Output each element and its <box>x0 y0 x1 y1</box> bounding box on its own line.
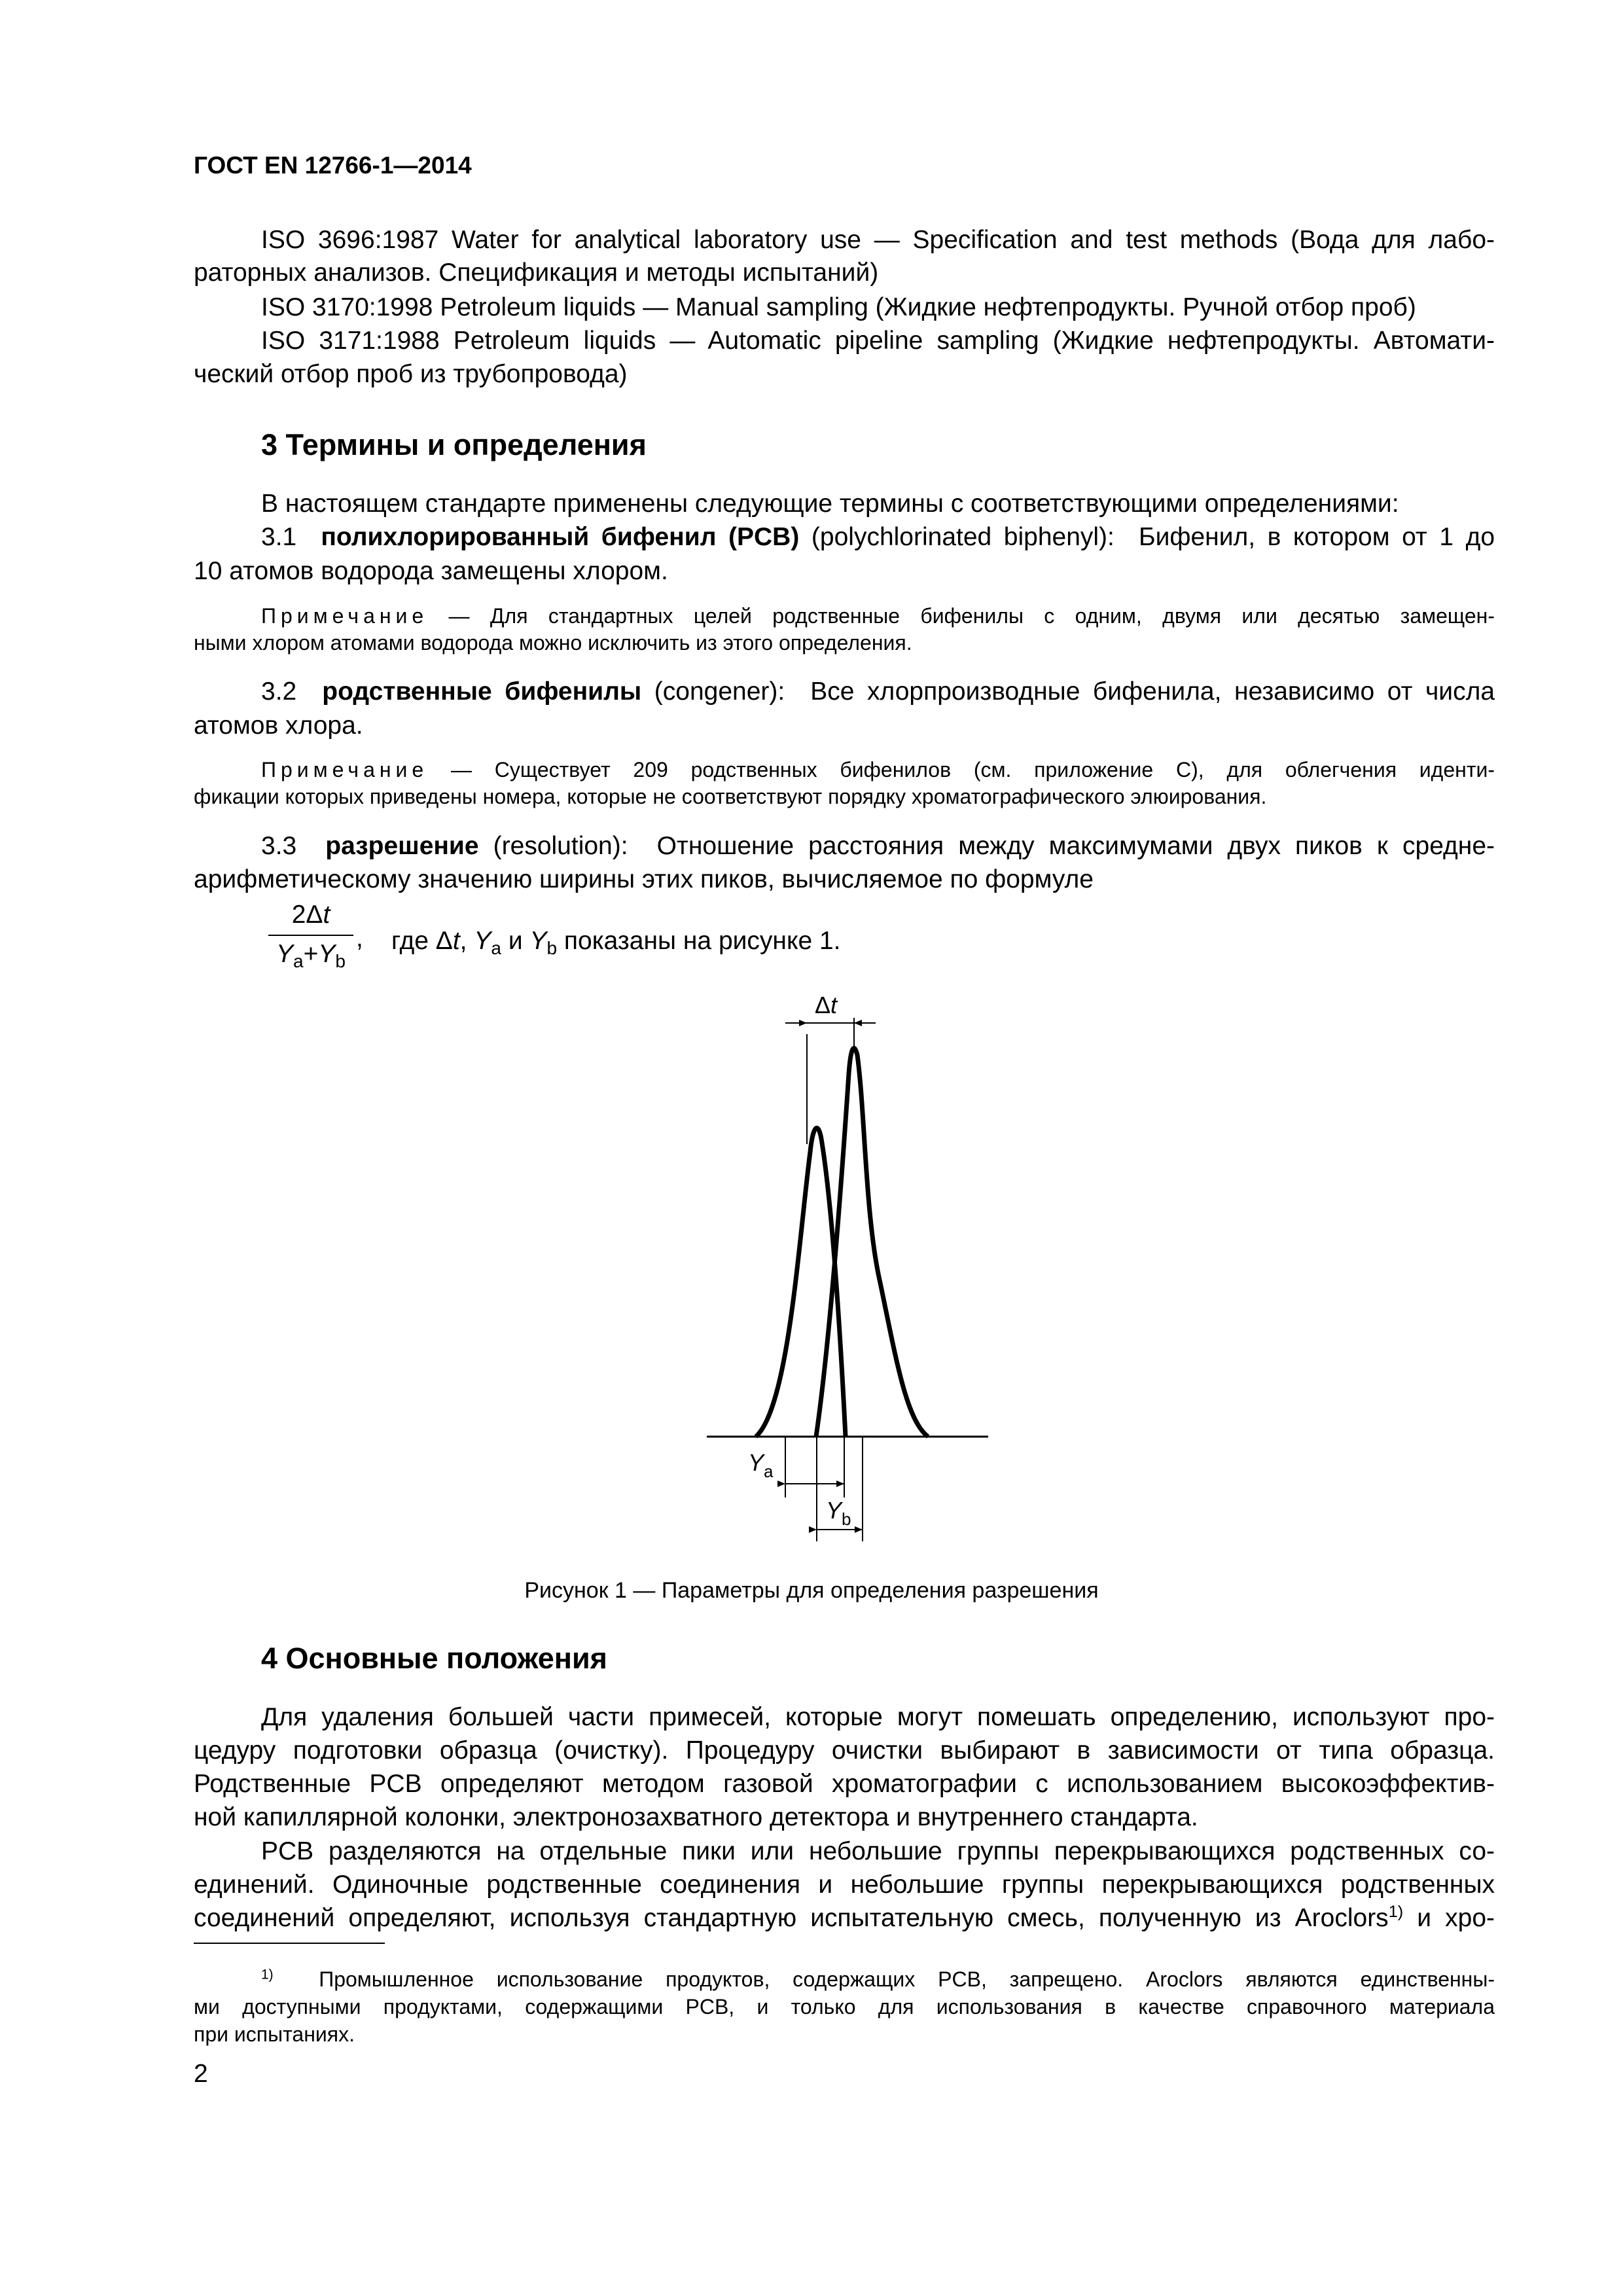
note-label: Примечание <box>261 604 429 628</box>
formula-numerator: 2Δt <box>291 901 330 929</box>
term-3-2-name: родственные бифенилы <box>322 677 642 706</box>
term-3-3-line2: арифметическому значению ширины этих пиков, вычисляемое по формуле <box>194 865 1094 893</box>
footnote-line1: $^{1)}$ Промышленное использование продуктов, содержащих PCB, запрещено. Aroclors являются единственны- <box>261 1967 1495 1991</box>
yb-label: $Y_b$ <box>826 1497 851 1529</box>
reference-iso3170: ISO 3170:1998 Petroleum liquids — Manual sampling (Жидкие нефтепродукты. Ручной отбор проб) <box>261 293 1416 321</box>
note-3-1-line2: ными хлором атомами водорода можно исключить из этого определения. <box>194 631 912 655</box>
term-3-2-line1: 3.2 родственные бифенилы (congener): Все хлорпроизводные бифенила, независимо от числа <box>261 677 1495 706</box>
term-3-2-line2: атомов хлора. <box>194 711 363 740</box>
term-3-3-line1: 3.3 разрешение (resolution): Отношение расстояния между максимумами двух пиков к средне- <box>261 832 1495 860</box>
term-3-2-english: (congener): <box>654 677 785 706</box>
formula-explanation: где Δt, $Y_a$ и $Y_b$ показаны на рисунке 1. <box>391 927 841 958</box>
term-3-1-name: полихлорированный бифенил (PCB) <box>321 523 800 551</box>
section-4-p1-line3: Родственные PCB определяют методом газовой хроматографии с использованием высокоэффектив- <box>194 1770 1495 1798</box>
delta-t-label: Δt <box>814 992 838 1018</box>
section-4-p2-line3: соединений определяют, используя стандартную испытательную смесь, полученную из Aroclors$^{1)}$ и хро- <box>194 1903 1495 1932</box>
section-3-intro: В настоящем стандарте применены следующие термины с соответствующими определениями: <box>261 490 1399 518</box>
section-4-p1-line4: ной капиллярной колонки, электронозахватного детектора и внутреннего стандарта. <box>194 1803 1198 1831</box>
footnote-mark: 1) <box>261 1967 274 1982</box>
section-4-heading: 4 Основные положения <box>261 1641 607 1675</box>
reference-iso3696-line2: раторных анализов. Спецификация и методы испытаний) <box>194 259 879 287</box>
reference-iso3696-line1: ISO 3696:1987 Water for analytical laboratory use — Specification and test methods (Вода для лабо- <box>261 226 1495 254</box>
document-header: ГОСТ EN 12766-1—2014 <box>194 152 472 179</box>
note-label: Примечание <box>261 758 429 781</box>
section-4-p1-line2: цедуру подготовки образца (очистку). Процедуру очистки выбирают в зависимости от типа образца. <box>194 1736 1495 1765</box>
footnote-separator <box>194 1943 385 1944</box>
reference-iso3171-line2: ческий отбор проб из трубопровода) <box>194 360 628 388</box>
page-number: 2 <box>194 2060 208 2088</box>
term-3-1-english: (polychlorinated biphenyl): <box>811 523 1115 551</box>
section-4-p2-line2: единений. Одиночные родственные соединения и небольшие группы перекрывающихся родственных <box>194 1871 1495 1899</box>
figure-1-caption: Рисунок 1 — Параметры для определения разрешения <box>524 1578 1099 1603</box>
term-3-1-line1: 3.1 полихлорированный бифенил (PCB) (polychlorinated biphenyl): Бифенил, в котором от 1 до <box>261 523 1495 551</box>
note-3-2-line2: фикации которых приведены номера, которые не соответствуют порядку хроматографического элюирования. <box>194 785 1267 808</box>
reference-iso3171-line1: ISO 3171:1988 Petroleum liquids — Automatic pipeline sampling (Жидкие нефтепродукты. Автомати- <box>261 327 1495 355</box>
ya-label: $Y_a$ <box>748 1449 774 1481</box>
footnote-line2: ми доступными продуктами, содержащими PCB, и только для использования в качестве справочного материала <box>194 1995 1495 2018</box>
formula-comma: , <box>356 924 363 952</box>
formula-denominator: $Y_a+Y_b$ <box>276 940 346 971</box>
footnote-line3: при испытаниях. <box>194 2022 355 2046</box>
note-3-2-line1: Примечание — Существует 209 родственных бифенилов (см. приложение С), для облегчения иденти- <box>261 758 1495 781</box>
term-3-3-name: разрешение <box>325 832 479 860</box>
section-4-p1-line1: Для удаления большей части примесей, которые могут помешать определению, используют про- <box>261 1703 1495 1731</box>
section-4-p2-line1: PCB разделяются на отдельные пики или небольшие группы перекрывающихся родственных со- <box>261 1837 1495 1865</box>
section-3-heading: 3 Термины и определения <box>261 428 647 461</box>
term-3-3-english: (resolution): <box>493 832 628 860</box>
footnote-ref-1[interactable]: 1) <box>1388 1903 1404 1922</box>
note-3-1-line1: Примечание — Для стандартных целей родственные бифенилы с одним, двумя или десятью замещен- <box>261 604 1495 628</box>
term-3-1-line2: 10 атомов водорода замещены хлором. <box>194 557 668 585</box>
